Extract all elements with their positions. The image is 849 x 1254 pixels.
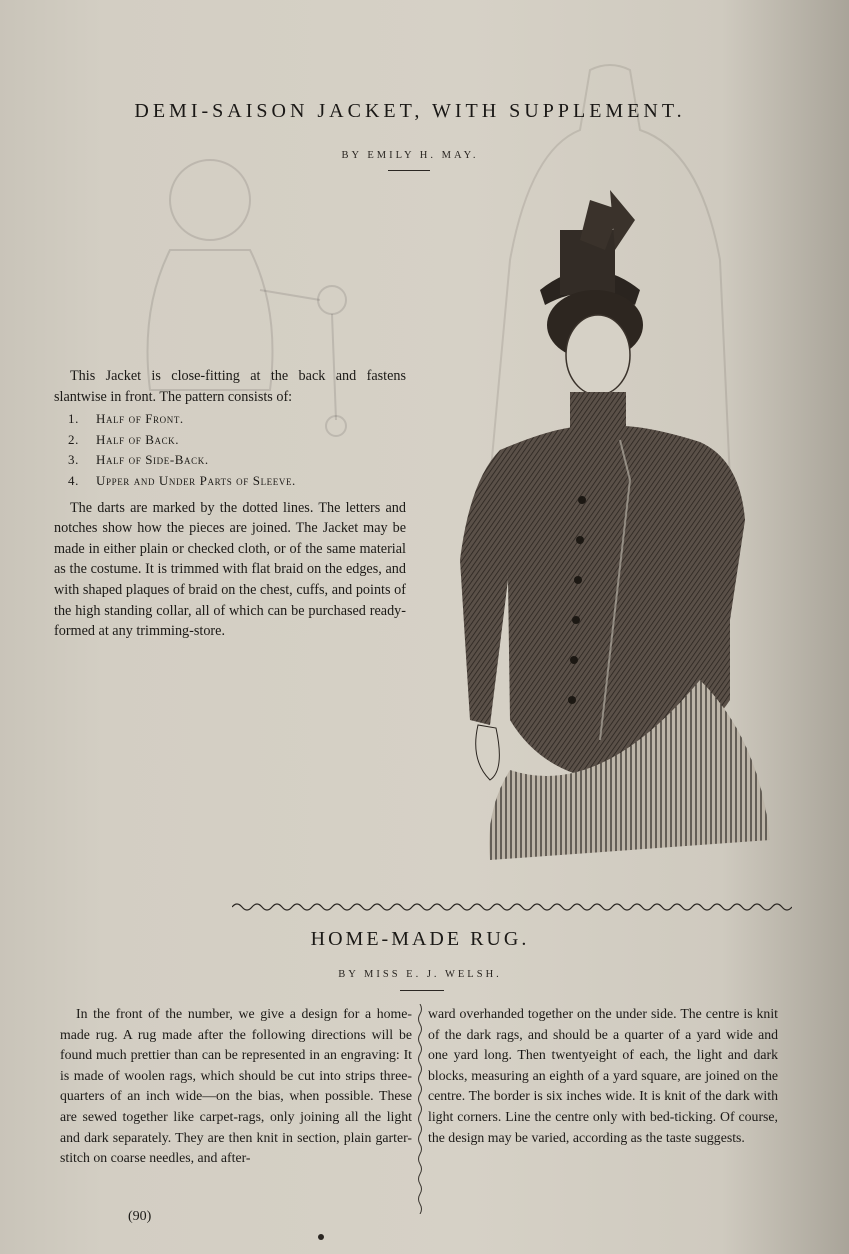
pattern-part-item: 4. Upper and Under Parts of Sleeve. bbox=[68, 472, 296, 488]
column-divider bbox=[416, 1004, 424, 1214]
pattern-parts-list bbox=[54, 409, 406, 491]
pattern-part-item: 2. Half of Back. bbox=[68, 431, 180, 447]
rug-article-title: HOME-MADE RUG. bbox=[310, 928, 530, 950]
page-number: (90) bbox=[128, 1209, 152, 1224]
rug-article-column-1: In the front of the number, we give a design for a home-made rug. A rug made after the following directions will be found much prettier than can be represented in an engraving: It is made of woolen rags, which should be cut into strips three-quarters of an inch wide—on the bias, when possible. These are sewed together like carpet-rags, only joining all the light and dark separately. They are then knit in section, plain garter-stitch on coarse needles, and after- bbox=[60, 1006, 412, 1166]
decorative-dot bbox=[318, 1234, 324, 1240]
rug-article-byline: BY MISS E. J. WELSH. bbox=[338, 969, 502, 980]
rug-article-column-2: ward overhanded together on the under side. The centre is knit of the dark rags, and should be a quarter of a yard wide and one yard long. Then twentyeight of each, the light and dark blocks, measuring an eighth of a yard square, are joined on the centre. The border is six inches wide. It is knit of the dark with light corners. Line the centre only with bed-ticking. Of course, the design may be varied, according as the taste suggests. bbox=[428, 1006, 778, 1145]
jacket-article-byline: BY EMILY H. MAY. bbox=[341, 150, 479, 161]
jacket-article-title: DEMI-SAISON JACKET, WITH SUPPLEMENT. bbox=[134, 100, 686, 122]
jacket-body-paragraph: The darts are marked by the dotted lines. The letters and notches show how the pieces are joined. The Jacket may be made in either plain or checked cloth, or of the same material as the costume. It is trimmed with flat braid on the edges, and with shaped plaques of braid on the chest, cuffs, and points of the high standing collar, all of which can be purchased ready-formed at any trimming-store. bbox=[54, 499, 406, 640]
section-wavy-divider bbox=[232, 900, 792, 914]
pattern-part-item: 3. Half of Side-Back. bbox=[68, 452, 209, 468]
rug-byline-rule bbox=[400, 990, 444, 991]
jacket-article-text bbox=[54, 366, 406, 642]
jacket-intro-paragraph: This Jacket is close-fitting at the back and fastens slantwise in front. The pattern consists of: bbox=[54, 368, 406, 405]
jacket-fashion-engraving bbox=[430, 180, 790, 880]
jacket-byline-rule bbox=[388, 170, 430, 171]
pattern-part-item: 1. Half of Front. bbox=[68, 411, 184, 427]
